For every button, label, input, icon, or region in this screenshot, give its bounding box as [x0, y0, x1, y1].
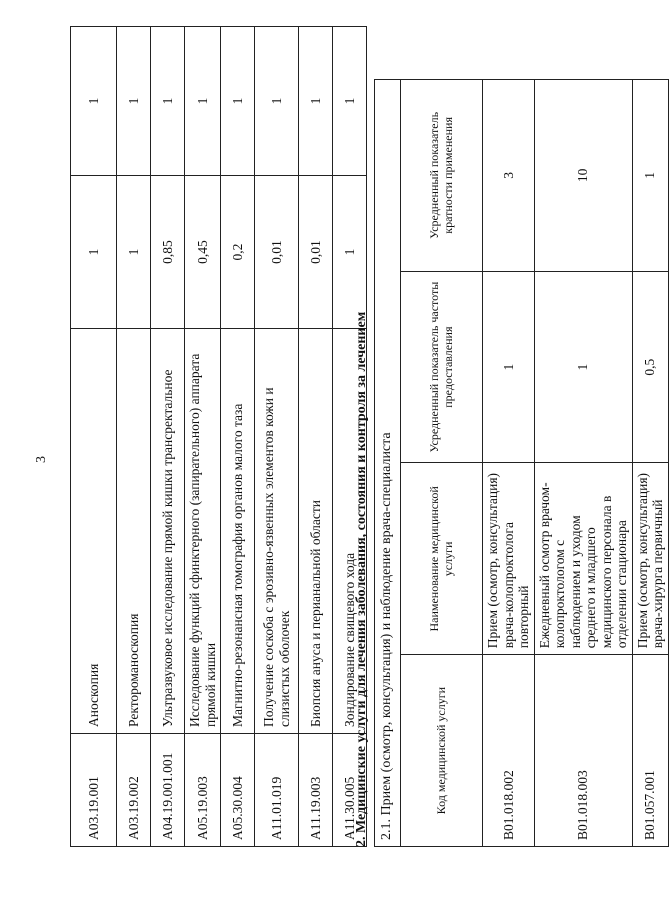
multiplicity-value: 1	[117, 27, 151, 176]
subsection-title: 2.1. Прием (осмотр, консультация) и наблюдение врача-специалиста	[375, 80, 401, 847]
frequency-value: 1	[534, 271, 632, 463]
multiplicity-value: 1	[71, 27, 117, 176]
service-code: B01.018.002	[483, 655, 535, 847]
table-header-row	[401, 80, 483, 847]
multiplicity-value: 1	[299, 27, 333, 176]
subsection-row	[375, 80, 401, 847]
frequency-value: 1	[333, 176, 367, 329]
service-name: Зондирование свищевого хода	[333, 329, 367, 734]
multiplicity-value: 10	[534, 80, 632, 272]
service-code: B01.018.003	[534, 655, 632, 847]
frequency-value: 1	[117, 176, 151, 329]
service-name: Исследование функций сфинктерного (запирательного) аппарата прямой кишки	[185, 329, 221, 734]
frequency-value: 1	[71, 176, 117, 329]
service-code: A05.30.004	[221, 734, 255, 847]
table-row	[299, 27, 333, 847]
service-name: Биопсия ануса и перианальной области	[299, 329, 333, 734]
service-code: B01.057.001	[632, 655, 668, 847]
service-code: A03.19.001	[71, 734, 117, 847]
service-code: A05.19.003	[185, 734, 221, 847]
table-row	[534, 80, 632, 847]
services-table-2	[374, 79, 669, 847]
multiplicity-value: 1	[185, 27, 221, 176]
table-row	[71, 27, 117, 847]
multiplicity-value: 1	[151, 27, 185, 176]
frequency-value: 0,01	[299, 176, 333, 329]
service-code: A11.30.005	[333, 734, 367, 847]
frequency-value: 0,01	[255, 176, 299, 329]
header-code: Код медицинской услуги	[401, 655, 483, 847]
multiplicity-value: 1	[221, 27, 255, 176]
service-name: Ультразвуковое исследование прямой кишки трансректальное	[151, 329, 185, 734]
multiplicity-value: 3	[483, 80, 535, 272]
service-name: Получение соскоба с эрозивно-язвенных элементов кожи и слизистых оболочек	[255, 329, 299, 734]
service-name: Прием (осмотр, консультация) врача-колопроктолога повторный	[483, 463, 535, 655]
service-name: Ежедневный осмотр врачом-колопроктологом с наблюдением и уходом среднего и младшего медицинского персонала в отделении стационара	[534, 463, 632, 655]
header-multiplicity: Усредненный показатель кратности применения	[401, 80, 483, 272]
services-table-1	[70, 26, 367, 847]
table-row	[632, 80, 668, 847]
service-name: Аноскопия	[71, 329, 117, 734]
multiplicity-value: 1	[632, 80, 668, 272]
multiplicity-value: 1	[255, 27, 299, 176]
service-code: A11.01.019	[255, 734, 299, 847]
frequency-value: 0,2	[221, 176, 255, 329]
service-code: A11.19.003	[299, 734, 333, 847]
service-name: Магнитно-резонансная томография органов малого таза	[221, 329, 255, 734]
header-frequency: Усредненный показатель частоты предоставления	[401, 271, 483, 463]
service-name: Прием (осмотр, консультация) врача-хирурга первичный	[632, 463, 668, 655]
page-number: 3	[34, 456, 49, 463]
frequency-value: 0,85	[151, 176, 185, 329]
services-table-1-body	[71, 27, 367, 847]
service-code: A03.19.002	[117, 734, 151, 847]
table-row	[483, 80, 535, 847]
frequency-value: 0,5	[632, 271, 668, 463]
table-row	[117, 27, 151, 847]
table-row	[255, 27, 299, 847]
header-name: Наименование медицинской услуги	[401, 463, 483, 655]
frequency-value: 1	[483, 271, 535, 463]
table-row	[221, 27, 255, 847]
multiplicity-value: 1	[333, 27, 367, 176]
table-row	[185, 27, 221, 847]
service-code: A04.19.001.001	[151, 734, 185, 847]
frequency-value: 0,45	[185, 176, 221, 329]
service-name: Ректороманоскопия	[117, 329, 151, 734]
table-row	[151, 27, 185, 847]
section-2-title: 2. Медицинские услуги для лечения заболевания, состояния и контроля за лечением	[354, 311, 369, 847]
